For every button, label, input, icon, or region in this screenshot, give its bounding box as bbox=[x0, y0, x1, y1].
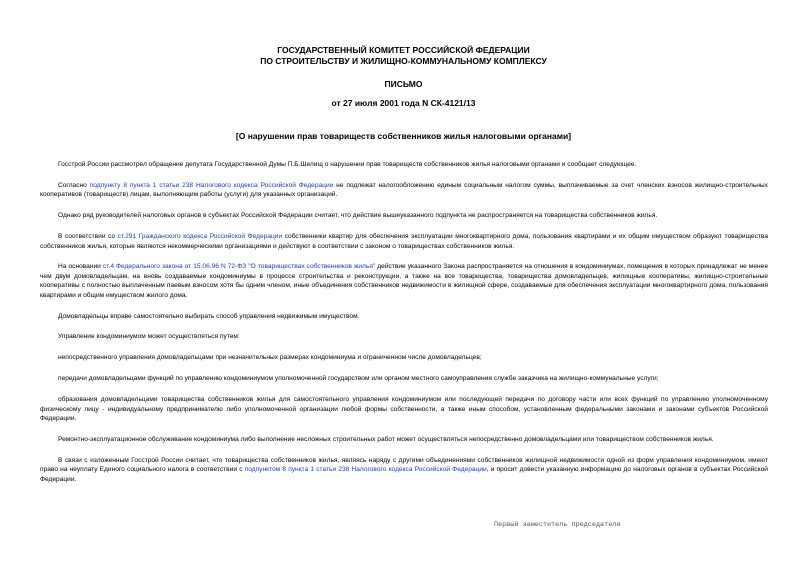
paragraph-12-text-pre: В связи с изложенным Госстрой России считает, что товарищества собственников жилья, являясь наряду с другими объединениями собственников жилищной недвижимости одной из форм управления кондоминиумом, имеют право на неуплату Единого социального налога в соответствии с bbox=[40, 456, 768, 474]
paragraph-4-text-pre: В соответствии со bbox=[58, 233, 118, 241]
issuing-authority bbox=[0, 45, 807, 67]
paragraph-11: Ремонтно-эксплуатационное обслуживание кондоминиума либо выполнение несложных строительных работ может осуществляться непосредственно домовладельцами или товариществом собственников жилья. bbox=[58, 435, 714, 443]
link-civil-code-art291[interactable]: ст.291 Гражданского кодекса Российской Федерации bbox=[117, 233, 283, 241]
paragraph-2-text-post: не подлежат налогообложению единым социальным налогом суммы, выплачиваемые за счет членских взносов жилищно-строительных кооперативов (товариществ) лицам, выполняющим работы (услуги) для указанных организаций. bbox=[40, 181, 768, 199]
paragraph-2 bbox=[40, 181, 768, 200]
paragraph-6: Домовладельцы вправе самостоятельно выбирать способ управления недвижимым имуществом. bbox=[58, 312, 360, 320]
document-type: ПИСЬМО bbox=[384, 79, 423, 89]
document-date-number: от 27 июля 2001 года N СК-4121/13 bbox=[331, 98, 476, 108]
signature-title: Первый заместитель председателя bbox=[494, 521, 621, 529]
document-body bbox=[40, 160, 768, 496]
paragraph-4 bbox=[40, 232, 768, 251]
paragraph-5-text-post: действие указанного Закона распространяется на отношения в кондоминиумах, помещения в которых принадлежат не менее чем двум домовладельцам, на вновь создаваемые кондоминиумы в процессе строительства и реконструкции, а также на все товарищества, товарищества домовладельцев, жилищные кооперативы, жилищно-строительные кооперативы с полностью выплаченным паевым взносом хотя бы одним членом, иные объединения собственников недвижимости в жилищной сфере, создаваемые для обеспечения эксплуатации многоквартирного дома, пользования квартирами и общим имуществом жилого дома. bbox=[40, 263, 768, 299]
authority-line-2: ПО СТРОИТЕЛЬСТВУ И ЖИЛИЩНО-КОММУНАЛЬНОМУ КОМПЛЕКСУ bbox=[260, 56, 547, 66]
link-tax-code-art238[interactable]: подпункту 8 пункта 1 статьи 238 Налогового кодекса Российской Федерации bbox=[89, 181, 334, 189]
paragraph-7: Управление кондоминиумом может осуществляться путем: bbox=[58, 333, 240, 341]
paragraph-10: образования домовладельцами товарищества собственников жилья для самостоятельного управления кондоминиумом или последующей передачи по договору части или всех функций по управлению уполномоченному физическому лицу - индивидуальному предпринимателю либо уполномоченной организации любой формы собственности, а также иным способом, установленным федеральными законами и законами субъектов Российской Федерации. bbox=[40, 396, 768, 422]
paragraph-12 bbox=[40, 456, 768, 484]
paragraph-1: Госстрой России рассмотрел обращение депутата Государственной Думы П.Б.Шелищ о нарушении прав товариществ собственников жилья налоговыми органами и сообщает следующее. bbox=[58, 161, 637, 168]
paragraph-12-text-post: , и просит довести указанную информацию до налоговых органов в субъектах Российской Федерации. bbox=[40, 466, 768, 483]
paragraph-5 bbox=[40, 262, 768, 300]
paragraph-4-text-post: собственники квартир для обеспечения эксплуатации многоквартирного дома, пользования квартирами и их общим имуществом образуют товарищества собственников жилья, которые являются некоммерческими организациями и действуют в соответствии с законом о товариществах собственников жилья. bbox=[40, 233, 768, 250]
link-federal-law-72fz[interactable]: ст.4 Федерального закона от 15.06.96 N 72-ФЗ "О товариществах собственников жилья" bbox=[102, 263, 376, 271]
paragraph-9: передачи домовладельцами функций по управлению кондоминиумом уполномоченной государством или органом местного самоуправления службе заказчика на жилищно-коммунальные услуги; bbox=[58, 375, 659, 383]
authority-line-1: ГОСУДАРСТВЕННЫЙ КОМИТЕТ РОССИЙСКОЙ ФЕДЕРАЦИИ bbox=[277, 45, 530, 55]
link-tax-code-art238-2[interactable]: подпунктом 8 пункта 1 статьи 238 Налогового кодекса Российской Федерации bbox=[244, 466, 487, 474]
paragraph-5-text-pre: На основании bbox=[58, 263, 103, 271]
paragraph-2-text-pre: Согласно bbox=[58, 181, 90, 189]
document-title: [О нарушении прав товариществ собственников жилья налоговыми органами] bbox=[235, 131, 572, 141]
paragraph-8: непосредственного управления домовладельцами при незначительных размерах кондоминиума и ограниченном числе домовладельцев; bbox=[58, 354, 482, 362]
paragraph-3: Однако ряд руководителей налоговых органов в субъектах Российской Федерации считает, что действие вышеуказанного подпункта не распространяется на товарищества собственников жилья. bbox=[58, 212, 658, 220]
